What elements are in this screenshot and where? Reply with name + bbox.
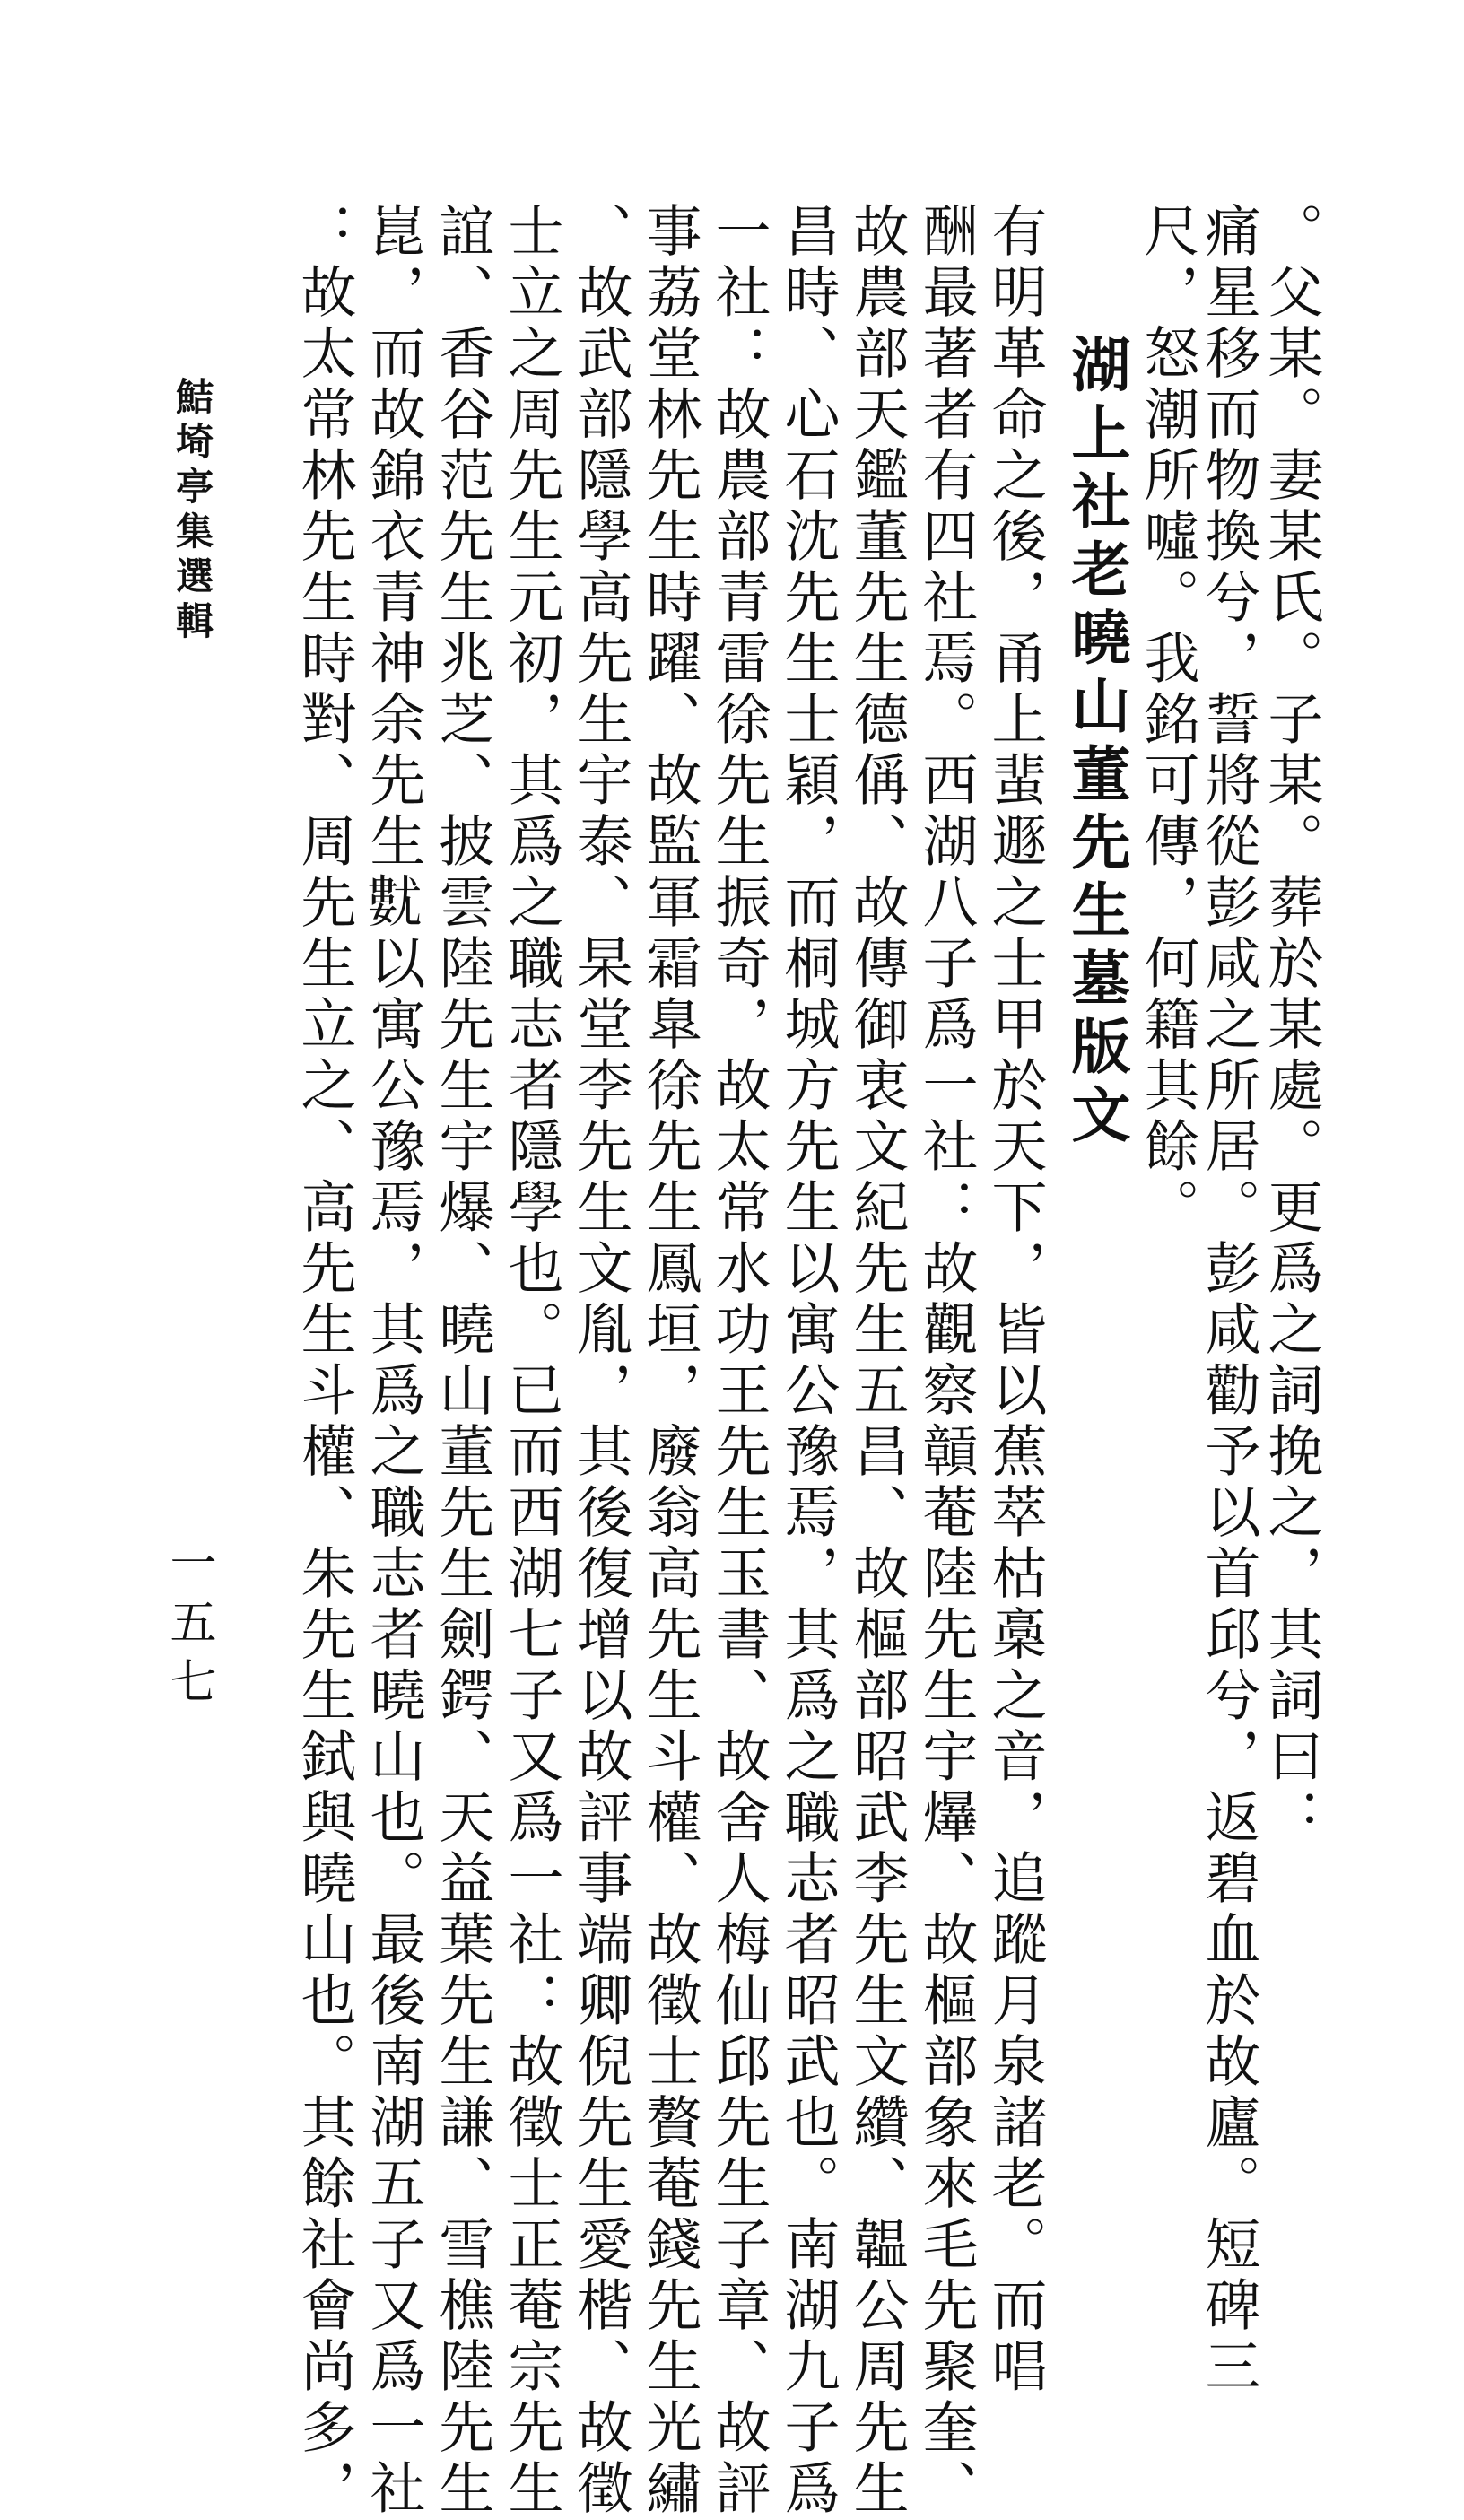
article-column-7: 、故武部隱學高先生宇泰、杲堂李先生文胤，其後復增以故評事端卿倪先生愛楷、故徵: [568, 202, 633, 2520]
running-head: 鮚埼亭集選輯: [170, 377, 214, 646]
article-column-3: 故農部天鑑董先生德偁、故傳御衷文紀先生五昌、故樞部昭武李先生文纘、韞公周先生: [844, 202, 910, 2520]
article-column-4: 昌時、心石沈先生士穎，而桐城方先生以寓公豫焉，其爲之職志者昭武也。南湖九子爲: [775, 202, 841, 2520]
page-number: 一五七: [161, 1539, 215, 1716]
article-column-11: ：故太常林先生時對、周先生立之、高先生斗權、朱先生鉽與曉山也。其餘社會尚多，: [292, 202, 357, 2520]
previous-text-column-3: 尺，怒潮所噓。我銘可傳，何籍其餘。: [1135, 202, 1200, 1239]
article-column-1: 有明革命之後，甬上蜚遯之士甲於天下，皆以蕉萃枯槀之音，追蹤月泉諸老。而唱: [982, 202, 1048, 2398]
article-column-5: 一社：故農部青雷徐先生振奇，故太常水功王先生玉書、故舍人梅仙邱先生子章、故評: [706, 202, 771, 2520]
article-title: 湖上社老曉山董先生墓版文: [1061, 334, 1130, 1152]
previous-text-column-1: 。父某。妻某氏。子某。葬於某處。更爲之詞挽之，其詞曰：: [1259, 202, 1324, 1849]
article-column-9: 誼、香谷范先生兆芝、披雲陸先生宇爆、曉山董先生劍鍔、天益葉先生謙、雪樵陸先生: [430, 202, 495, 2520]
article-column-6: 事荔堂林先生時躍、故監軍霜臯徐先生鳳垣，廢翁高先生斗權、故徵士贅菴錢先生光繡: [637, 202, 702, 2520]
article-column-2: 酬最著者有四社焉。西湖八子爲一社：故觀察贑菴陸先生宇爗、故樞部象來毛先聚奎、: [913, 202, 979, 2520]
article-column-10: 崑，而故錦衣青神余先生𡰓以寓公豫焉，其爲之職志者曉山也。最後南湖五子又爲一社: [361, 202, 426, 2520]
previous-text-column-2: 痛星移而物換兮，誓將從彭咸之所居。彭咸勸予以首邱兮，返碧血於故廬。短碑三: [1196, 202, 1261, 2398]
article-column-8: 士立之周先生元初，其爲之職志者隱學也。已而西湖七子又爲一社：故徵士正菴宗先生: [499, 202, 564, 2520]
